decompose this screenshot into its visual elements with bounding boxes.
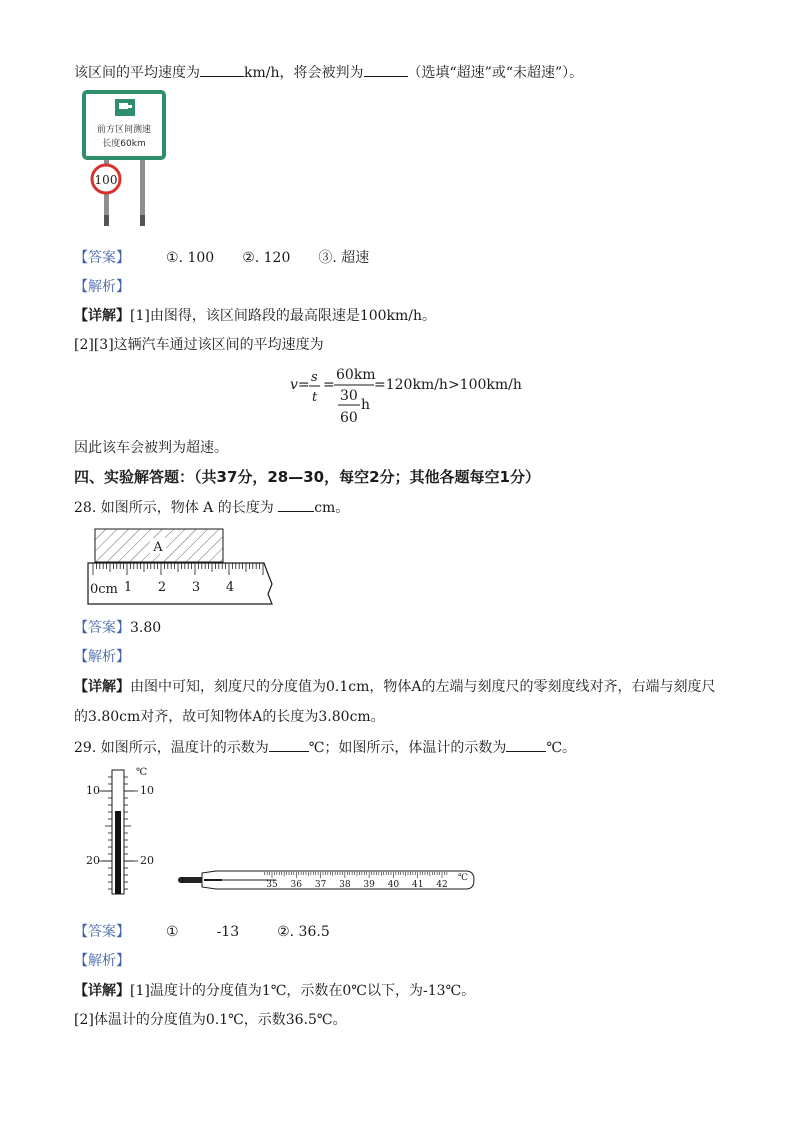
q27-text-2: km/h，将会被判为	[244, 65, 364, 81]
clinical-label: 37	[314, 880, 327, 890]
q29-text-3: ℃。	[546, 740, 577, 756]
ruler-label-2: 2	[157, 580, 167, 595]
thermometer-left-label-20: 20	[86, 854, 100, 867]
q28-analysis-tag: 【解析】	[74, 649, 130, 665]
ruler-label-0: 0cm	[90, 582, 118, 597]
q27-answer-2: ②. 120	[242, 250, 291, 266]
detail-tag: 【详解】	[74, 983, 130, 999]
answer-tag: 【答案】	[74, 250, 130, 266]
answer-tag: 【答案】	[74, 924, 130, 940]
q27-conclusion: 因此该车会被判为超速。	[74, 440, 228, 456]
svg-text:30: 30	[340, 388, 358, 404]
ruler-label-1: 1	[123, 580, 133, 595]
q27-blank-1	[200, 62, 244, 77]
sign-post-left-dark	[104, 215, 109, 226]
q27-question-tail	[74, 62, 583, 83]
ruler-label-3: 3	[191, 580, 201, 595]
q29-detail-line-1	[74, 981, 475, 1001]
svg-text:h: h	[361, 397, 371, 413]
q29-answer-2: ②. 36.5	[277, 924, 330, 940]
object-a-label: A	[153, 540, 163, 555]
q28-answer: 3.80	[130, 620, 162, 636]
thermometer-left-label-10: 10	[86, 784, 100, 797]
q29-detail-1: [1]温度计的分度值为1℃，示数在0℃以下，为-13℃。	[130, 983, 476, 999]
ruler-label-4: 4	[225, 580, 235, 595]
q27-detail-2: [2][3]这辆汽车通过该区间的平均速度为	[74, 337, 324, 353]
speed-limit-value: 100	[94, 173, 118, 187]
q27-answer-3: ③. 超速	[318, 250, 370, 266]
q27-detail-1: [1]由图得，该区间路段的最高限速是100km/h。	[130, 308, 437, 324]
answer-tag: 【答案】	[74, 620, 130, 636]
detail-tag: 【详解】	[74, 679, 130, 695]
thermometer-liquid	[115, 811, 121, 894]
q27-text-1: 该区间的平均速度为	[74, 65, 200, 81]
q27-answer-line	[74, 248, 369, 268]
thermometer-right-label-10: 10	[140, 784, 154, 797]
q27-answer-1: ①. 100	[166, 250, 215, 266]
thermometer-right-label-20: 20	[140, 854, 154, 867]
clinical-label: 35	[266, 880, 278, 890]
q29-blank-2	[506, 737, 546, 752]
detail-tag: 【详解】	[74, 308, 130, 324]
q29-text-2: ℃；如图所示，体温计的示数为	[308, 740, 507, 756]
q28-blank	[278, 497, 314, 512]
q29-question	[74, 737, 576, 758]
q28-detail-1: 由图中可知，刻度尺的分度值为0.1cm，物体A的左端与刻度尺的零刻度线对齐，右端与刻度尺	[130, 679, 716, 695]
sign-post-right	[140, 150, 145, 226]
speed-zone-sign-figure	[82, 90, 172, 230]
q28-answer-line	[74, 618, 161, 638]
sign-post-right-dark	[140, 215, 145, 226]
clinical-unit: ℃	[458, 873, 469, 883]
q29-answer-1-marker: ①	[166, 924, 179, 940]
q29-analysis-tag: 【解析】	[74, 953, 130, 969]
q28-text-2: cm。	[314, 500, 350, 516]
q27-text-3: （选填“超速”或“未超速”）。	[407, 65, 584, 81]
clinical-label: 36	[290, 880, 303, 890]
sign-line-1: 前方区间测速	[96, 125, 152, 135]
ruler-figure	[86, 526, 286, 608]
q29-detail-2: [2]体温计的分度值为0.1℃，示数36.5℃。	[74, 1012, 347, 1028]
q27-detail-line-1	[74, 306, 436, 326]
q29-answer-line	[74, 922, 330, 942]
svg-text:60km: 60km	[336, 367, 376, 383]
clinical-label: 38	[339, 880, 351, 890]
svg-text:v=: v=	[290, 377, 310, 393]
speed-formula	[290, 364, 550, 430]
clinical-label: 42	[436, 880, 448, 890]
sign-line-2: 长度60km	[102, 139, 146, 149]
lab-thermometer-figure	[84, 764, 164, 898]
q28-text-1: 28. 如图所示，物体 A 的长度为	[74, 500, 274, 516]
q27-blank-2	[364, 62, 408, 77]
thermometer-unit: ℃	[136, 767, 148, 778]
clinical-thermometer-figure	[176, 864, 476, 896]
q27-analysis-tag: 【解析】	[74, 279, 130, 295]
q28-detail-2: 的3.80cm对齐，故可知物体A的长度为3.80cm。	[74, 709, 385, 725]
svg-text:=: =	[323, 377, 335, 393]
q29-answer-1: -13	[216, 924, 240, 940]
q28-question	[74, 497, 349, 518]
section-4-title: 四、实验解答题：（共37分，28—30，每空2分；其他各题每空1分）	[74, 468, 540, 486]
svg-text:s: s	[311, 370, 318, 385]
clinical-label: 40	[387, 880, 400, 890]
clinical-label: 41	[411, 880, 424, 890]
q29-blank-1	[269, 737, 309, 752]
svg-text:t: t	[312, 390, 318, 405]
q29-text-1: 29. 如图所示，温度计的示数为	[74, 740, 269, 756]
svg-text:=120km/h>100km/h: =120km/h>100km/h	[374, 377, 522, 393]
clinical-label: 39	[363, 880, 375, 890]
q28-detail-line-1	[74, 677, 716, 697]
svg-text:60: 60	[340, 410, 358, 426]
